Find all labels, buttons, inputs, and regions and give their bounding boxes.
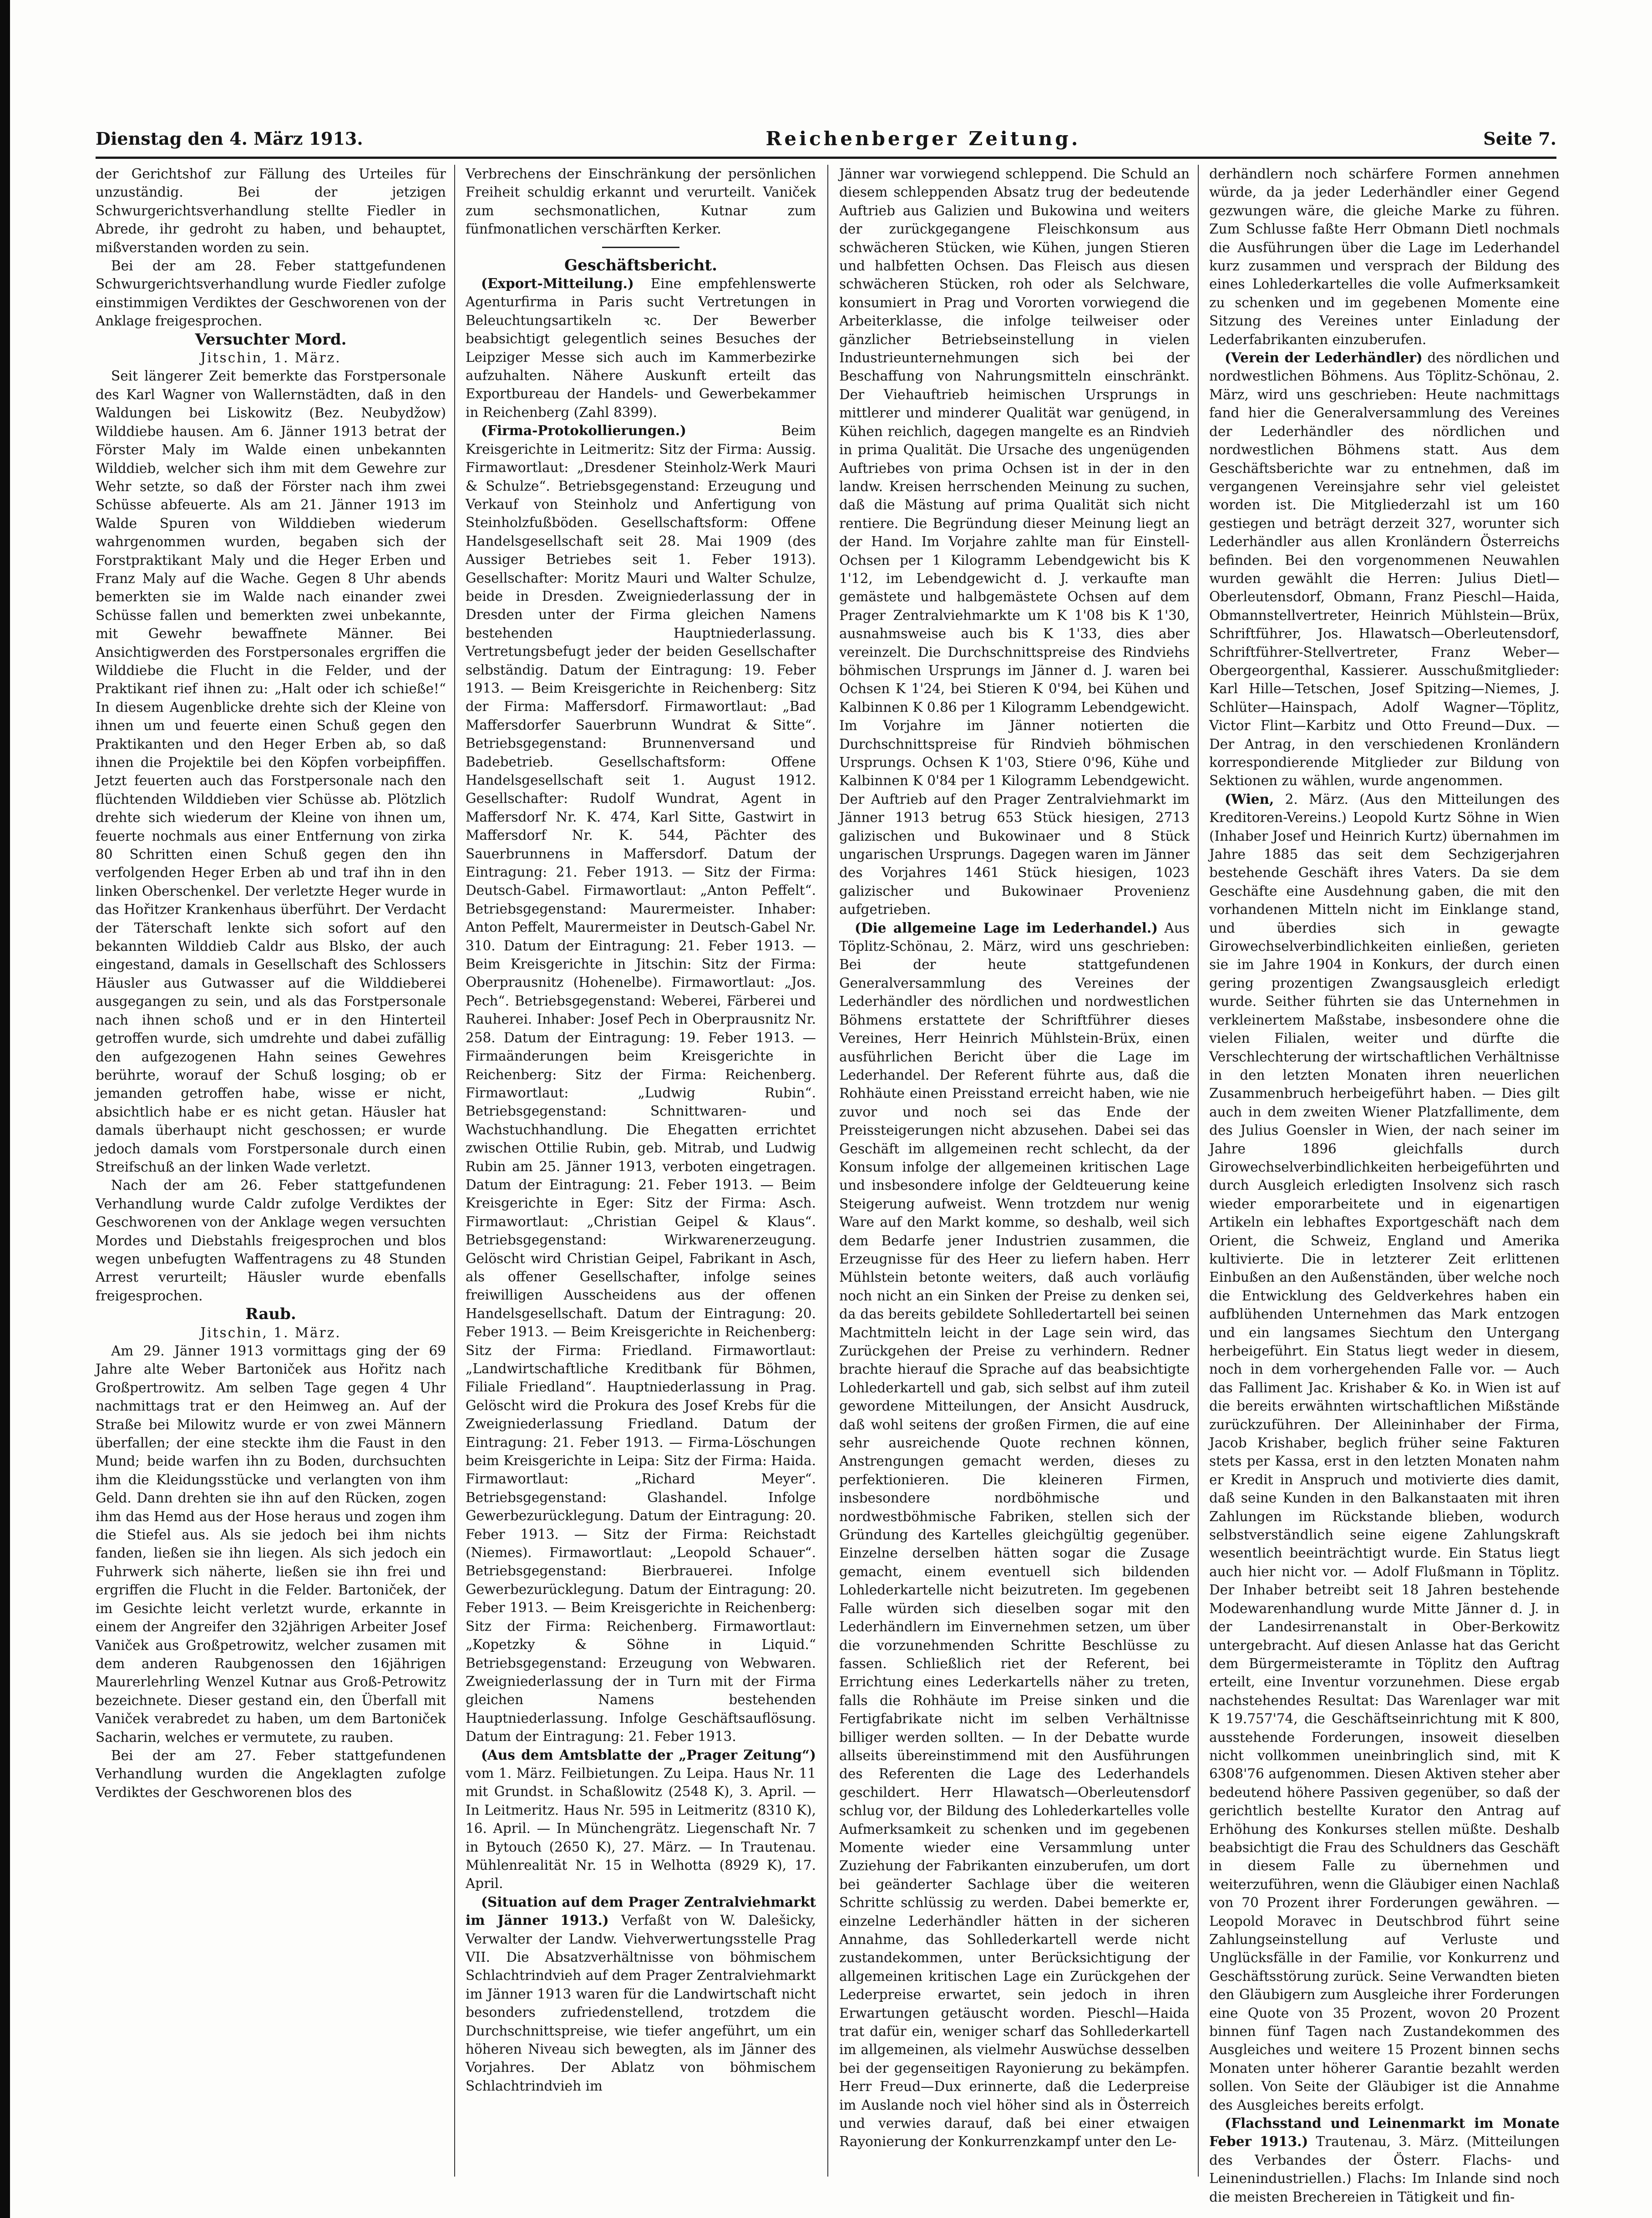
article-paragraph: Am 29. Jänner 1913 vormittags ging der 69 Jahre alte Weber Bartoniček aus Hořitz nach Großpertrowitz. Am selben Tage gegen 4 Uhr nachmittags trat er den Heimweg an. Auf der Straße bei Milowitz wurde er von zwei Männern überfallen; der eine steckte ihm die Faust in den Mund; beide warfen ihn zu Boden, durchsuchten ihm die Kleidungsstücke und verlangten von ihm Geld. Dann drehten sie ihn auf den Rücken, zogen ihm das Hemd aus der Hose heraus und zogen ihm die Stiefel aus. Als sie jedoch bei ihm nichts fanden, ließen sie ihn liegen. Als sich jedoch ein Fuhrwerk sich näherte, ließen sie ihn frei und ergriffen die Flucht in die Felder. Bartoniček, der im Gesichte leicht verletzt wurde, erkannte in einem der Angreifer den 32jährigen Arbeiter Josef Vaniček aus Großpetrowitz, welcher zusamen mit dem anderen Raubgenossen den 16jährigen Maurerlehrling Wenzel Kutnar aus Groß-Petrowitz bezeichnete. Dieser gestand ein, den Überfall mit Vaniček verabredet zu haben, um dem Bartoniček Sacharin, welches er vermutete, zu rauben. bbox=[96, 1343, 446, 1745]
column-4 bbox=[1209, 165, 1560, 2205]
article-paragraph: Bei der am 28. Feber stattgefundenen Schwurgerichtsverhandlung wurde Fiedler zufolge einstimmigen Verdiktes der Geschworenen von der Anklage freigesprochen. bbox=[96, 258, 446, 329]
notice-text: des nördlichen und nordwestlichen Böhmens. Aus Töplitz-Schönau, 2. März, wird uns geschrieben: Heute nachmittags fand hier die Generalversammlung des Vereines der Lederhändler des nördlichen und nordwestlichen Böhmens statt. Aus dem Geschäftsberichte war zu entnehmen, daß im vergangenen Vereinsjahre sehr viel geleistet worden ist. Die Mitgliederzahl ist um 160 gestiegen und beträgt derzeit 327, worunter sich Lederhändler aus allen Kronländern Österreichs befinden. Bei den vorgenommenen Neuwahlen wurden gewählt die Herren: Julius Dietl—Oberleutensdorf, Obmann, Franz Pieschl—Haida, Obmannstellvertreter, Heinrich Mühlstein—Brüx, Schriftführer, Jos. Hlawatsch—Oberleutensdorf, Schriftführer-Stellvertreter, Franz Weber—Obergeorgenthal, Kassierer. Ausschußmitglieder: Karl Hille—Tetschen, Josef Spitzing—Niemes, J. Schlüter—Hainspach, Adolf Wagner—Töplitz, Victor Flint—Karbitz und Otto Freund—Dux. — Der Antrag, in den verschiedenen Kronländern korrespondierende Mitglieder zur Bildung von Sektionen zu wählen, wurde angenommen. bbox=[1209, 350, 1560, 789]
notice-title: (Situation auf dem Prager Zentralviehmarkt im Jänner 1913.) bbox=[466, 1893, 816, 1929]
business-notice bbox=[1209, 2114, 1560, 2206]
column-divider bbox=[1198, 165, 1199, 2177]
business-notice bbox=[839, 919, 1190, 2151]
notice-title: (Flachsstand und Leinenmarkt im Monate Feber 1913.) bbox=[1209, 2115, 1560, 2150]
section-heading: Versuchter Mord. bbox=[195, 330, 347, 349]
column-divider bbox=[827, 165, 828, 2177]
notice-text: vom 1. März. Feilbietungen. Zu Leipa. Haus Nr. 11 mit Grundst. in Schaßlowitz (2548 K), 3. April. — In Leitmeritz. Haus Nr. 595 in Leitmeritz (8310 K), 16. April. — In Münchengrätz. Liegenschaft Nr. 7 in Bytouch (2650 K), 27. März. — In Trautenau. Mühlenrealität Nr. 15 in Welhotta (8929 K), 17. April. bbox=[466, 1765, 816, 1892]
article-paragraph: Bei der am 27. Feber stattgefundenen Verhandlung wurden die Angeklagten zufolge Verdiktes der Geschworenen blos des bbox=[96, 1747, 446, 1800]
dateline: Jitschin, 1. März. bbox=[200, 1325, 341, 1340]
dateline: Jitschin, 1. März. bbox=[200, 350, 341, 366]
article-paragraph: Jänner war vorwiegend schleppend. Die Schuld an diesem schleppenden Absatz trug der bedeutende Auftrieb aus Galizien und Bukowina und weiters der zurückgegangene Fleischkonsum aus schwächeren Stücken, wie Kühen, jungen Stieren und halbfetten Ochsen. Das Fleisch aus diesen schwächeren Stücken, roh oder als Selchware, konsumiert in Prag und Vororten vorwiegend die Arbeiterklasse, die infolge teilweiser oder gänzlicher Betriebseinstellung in vielen Industrieunternehmungen sich bei der Beschaffung von Nahrungsmitteln einschränkt. Der Viehauftrieb heimischen Ursprungs in mittlerer und minderer Qualität war genügend, in Kühen reichlich, dagegen mangelte es an Rindvieh in prima Qualität. Die Ursache des ungenügenden Auftriebes von prima Ochsen ist in der in den landw. Kreisen herrschenden Meinung zu suchen, daß die Mästung auf prima Qualität sich nicht rentiere. Die Begründung dieser Meinung liegt an der Hand. Im Vorjahre zahlte man für Einstell-Ochsen per 1 Kilogramm Lebendgewicht bis K 1'12, im Lebendgewicht d. J. verkaufte man gemästete und halbgemästete Ochsen auf dem Prager Zentralviehmarkte um K 1'08 bis K 1'30, ausnahmsweise auch bis K 1'33, dies aber vereinzelt. Die Durchschnittspreise des Rindviehs böhmischen Ursprungs im Jänner d. J. waren bei Ochsen K 1'24, bei Stieren K 0'94, bei Kühen und Kalbinnen K 0.86 per 1 Kilogramm Lebendgewicht. Im Vorjahre im Jänner notierten die Durchschnittspreise für Rindvieh böhmischen Ursprungs. Ochsen K 1'03, Stiere 0'96, Kühe und Kalbinnen K 0'84 per 1 Kilogramm Lebendgewicht. Der Auftrieb auf den Prager Zentralviehmarkt im Jänner 1913 betrug 653 Stück hiesigen, 2713 galizischen und Bukowinaer und 8 Stück ungarischen Ursprungs. Dagegen waren im Jänner des Vorjahres 1461 Stück hiesigen, 1023 galizischer und Bukowinaer Provenienz aufgetrieben. bbox=[839, 166, 1190, 918]
business-notice bbox=[466, 1893, 816, 2095]
column-3 bbox=[839, 165, 1190, 2177]
notice-text: 2. März. (Aus den Mitteilungen des Kreditoren-Vereins.) Leopold Kurtz Söhne in Wien (Inhaber Josef und Heinrich Kurtz) übernahmen im Jahre 1885 das seit dem Sechzigerjahren bestehende Geschäft ihres Vaters. Da sie dem Geschäfte eine Ausdehnung gaben, die mit den vorhandenen Mitteln nicht im Einklange stand, und überdies sich in gewagte Girowechselverbindlichkeiten einließen, gerieten sie im Jahre 1904 in Konkurs, der durch einen gering prozentigen Zwangsausgleich erledigt wurde. Seither führten sie das Unternehmen in verkleinertem Maßstabe, insbesondere ohne die vielen Filialen, weiter und dürfte die Verschlechterung der wirtschaftlichen Verhältnisse in den letzten Monaten ihren neuerlichen Zusammenbruch herbeigeführt haben. — Dies gilt auch in dem zweiten Wiener Platzfallimente, dem des Julius Goensler in Wien, der nach seiner im Jahre 1896 gleichfalls durch Girowechselverbindlichkeiten herbeigeführten und durch Ausgleich erledigten Insolvenz sich rasch wieder emporarbeitete und in eigenartigen Artikeln ein lebhaftes Exportgeschäft nach dem Orient, die Schweiz, England und Amerika kultivierte. Die in letzterer Zeit erlittenen Einbußen an den Außenständen, über welche noch die Entwicklung des Geldverkehres haben ein aufblühenden Unternehmen das Mark entzogen und ein langsames Siechtum den Untergang herbeigeführt. Ein Status liegt weder in diesem, noch in dem vorhergehenden Falle vor. — Auch das Falliment Jac. Krishaber & Ko. in Wien ist auf die bereits erwähnten wirtschaftlichen Mißstände zurückzuführen. Der Alleininhaber der Firma, Jacob Krishaber, beglich früher seine Fakturen stets per Kassa, erst in den letzten Monaten nahm er Kredit in Anspruch und motivierte dies damit, daß seine Kunden in den Balkanstaaten mit ihren Zahlungen im Rückstande blieben, wodurch selbstverständlich seine eigene Zahlungskraft wesentlich beeinträchtigt wurde. Ein Status liegt auch hier nicht vor. — Adolf Flußmann in Töplitz. Der Inhaber betreibt seit 18 Jahren bestehende Modewarenhandlung wurde Mitte Jänner d. J. in der Landesirrenanstalt in Ober-Berkowitz untergebracht. Auf diesen Anlasse hat das Gericht dem Bürgermeisteramte in Töplitz den Auftrag erteilt, eine Inventur vorzunehmen. Diese ergab nachstehendes Resultat: Das Warenlager war mit K 19.757'74, die Geschäftseinrichtung mit K 800, ausstehende Forderungen, insoweit dieselben nicht vollkommen uneinbringlich sind, mit K 6308'76 aufgenommen. Diesen Aktiven steher aber bedeutend höhere Passiven gegenüber, so daß der gerichtlich bestellte Kurator den Antrag auf Erhöhung des Konkurses stellen müßte. Deshalb beabsichtigt die Frau des Schuldners das Geschäft in diesem Falle zu übernehmen und weiterzuführen, wenn die Gläubiger einen Nachlaß von 70 Prozent ihrer Forderungen gewähren. — Leopold Moravec in Deutschbrod führt seine Zahlungseinstellung auf Verluste und Unglücksfälle in der Familie, vor Konkurrenz und Geschäftsstörung zurück. Seine Verwandten bieten den Gläubigern zum Ausgleiche ihrer Forderungen eine Quote von 35 Prozent, wovon 20 Prozent binnen fünf Tagen nach Zustandekommen des Ausgleiches und weitere 15 Prozent binnen sechs Monaten unter höherer Garantie bezahlt werden sollen. Von Seite der Gläubiger ist die Annahme des Ausgleiches bereits erfolgt. bbox=[1209, 791, 1560, 2113]
notice-title: (Verein der Lederhändler) bbox=[1225, 350, 1423, 366]
notice-title: (Die allgemeine Lage im Lederhandel.) bbox=[855, 919, 1158, 936]
header-rule bbox=[96, 157, 1556, 159]
business-notice bbox=[1209, 349, 1560, 790]
business-notice bbox=[466, 274, 816, 421]
article-paragraph: Seit längerer Zeit bemerkte das Forstpersonale des Karl Wagner von Wallernstädten, daß in den Waldungen bei Liskowitz (Bez. Neubydžow) Wilddiebe hausen. Am 6. Jänner 1913 betrat der Förster Maly im Walde einen unbekannten Wilddieb, welcher sich ihm mit dem Gewehre zur Wehr setzte, so daß der Förster nach ihm zwei Schüsse abfeuerte. Als am 21. Jänner 1913 im Walde Spuren von Wilddieben wiederum wahrgenommen wurden, begaben sich der Forstpraktikant Maly und die Heger Erben und Franz Maly auf die Wache. Gegen 8 Uhr abends bemerkten sie im Walde nach einander zwei Schüsse fallen und bemerkten zwei unbekannte, mit Gewehr bewaffnete Männer. Bei Ansichtigwerden des Forstpersonales ergriffen die Wilddiebe die Flucht in die Felder, und der Praktikant rief ihnen zu: „Halt oder ich schieße!“ In diesem Augenblicke drehte sich der Kleine von ihnen um und feuerte einen Schuß gegen den Praktikanten und den Heger Erben ab, so daß ihnen die Projektile bei den Köpfen vorbeipfiffen. Jetzt feuerten auch das Forstpersonale nach den flüchtenden Wilddieben vier Schüsse ab. Plötzlich drehte sich wiederum der Kleine von ihnen um, feuerte nochmals aus einer Entfernung von zirka 80 Schritten einen Schuß gegen den ihn verfolgenden Heger Erben ab und traf ihn in den linken Oberschenkel. Der verletzte Heger wurde in das Hořitzer Krankenhaus überführt. Der Verdacht der Täterschaft lenkte sich sofort auf den bekannten Wilddieb Caldr aus Blsko, der auch eingestand, damals in Gesellschaft des Schlossers Häusler aus Gutwasser auf die Wilddieberei ausgegangen zu sein, und als das Forstpersonale nach ihnen schoß und er in den Hinterteil getroffen wurde, sich umdrehte und dabei zufällig den aufgezogenen Hahn seines Gewehres berührte, worauf der Schuß losging; ob er jemanden getroffen habe, wisse er nicht, absichtlich habe er es nicht getan. Häusler hat damals überhaupt nicht geschossen; er wurde jedoch damals vom Forstpersonale durch einen Streifschuß an der linken Wade verletzt. bbox=[96, 368, 446, 1175]
notice-title: (Wien, bbox=[1225, 791, 1274, 807]
section-rule bbox=[602, 247, 679, 248]
notice-text: Eine empfehlenswerte Agenturfirma in Paris sucht Vertretungen in Beleuchtungsartikeln ꝛc. Der Bewerber beabsichtigt gelegentlich seines Besuches der Leipziger Messe sich auch im Kammerbezirke aufzuhalten. Nähere Auskunft erteilt das Exportbureau der Handels- und Gewerbekammer in Reichenberg (Zahl 8399). bbox=[466, 276, 816, 420]
notice-text: Verfaßt von W. Dalešicky, Verwalter der Landw. Viehverwertungsstelle Prag VII. Die Absatzverhältnisse von böhmischem Schlachtrindvieh auf dem Prager Zentralviehmarkt im Jänner 1913 waren für die Landwirtschaft nicht besonders zufriedenstellend, trotzdem die Durchschnittspreise, wie tiefer angeführt, um ein höheren Niveau sich bewegten, als im Jänner des Vorjahres. Der Ablatz von böhmischem Schlachtrindvieh im bbox=[466, 1913, 816, 2094]
article-paragraph: Verbrechens der Einschränkung der persönlichen Freiheit schuldig erkannt und verurteilt. Vaniček zum sechsmonatlichen, Kutnar zum fünfmonatlichen verschärften Kerker. bbox=[466, 166, 816, 237]
column-2 bbox=[466, 165, 816, 2177]
business-notice bbox=[466, 1746, 816, 1893]
header-date: Dienstag den 4. März 1913. bbox=[96, 128, 363, 149]
article-paragraph: derhändlern noch schärfere Formen annehmen würde, da ja jeder Lederhändler einer Gegend gezwungen wäre, die gleiche Marke zu führen. Zum Schlusse faßte Herr Obmann Dietl nochmals die Ausführungen über die Lage im Lederhandel kurz zusammen und versprach der Bildung des eines Lohlederkartelles die volle Aufmerksamkeit zu schenken und im gegebenen Momente eine Sitzung des Vereines unter Einladung der Lederfabrikanten einzuberufen. bbox=[1209, 166, 1560, 347]
scan-edge bbox=[0, 0, 10, 2218]
article-paragraph: Nach der am 26. Feber stattgefundenen Verhandlung wurde Caldr zufolge Verdiktes der Geschworenen von der Anklage wegen versuchten Mordes und Diebstahls freigesprochen und blos wegen unbefugten Waffentragens zu 48 Stunden Arrest verurteilt; Häusler wurde ebenfalls freigesprochen. bbox=[96, 1178, 446, 1304]
column-1 bbox=[96, 165, 446, 2177]
business-notice bbox=[1209, 790, 1560, 2114]
column-divider bbox=[454, 165, 455, 2177]
business-notice bbox=[466, 421, 816, 1746]
newspaper-title: Reichenberger Zeitung. bbox=[765, 127, 1081, 150]
article-paragraph: der Gerichtshof zur Fällung des Urteiles für unzuständig. Bei der jetzigen Schwurgerichtsverhandlung stellte Fiedler in Abrede, ihr gedroht zu haben, und behauptet, mißverstanden worden zu sein. bbox=[96, 166, 446, 255]
notice-title: (Firma-Protokollierungen.) bbox=[481, 422, 686, 439]
notice-title: (Aus dem Amtsblatte der „Prager Zeitung“) bbox=[481, 1746, 816, 1763]
notice-title: (Export-Mitteilung.) bbox=[481, 275, 634, 292]
section-heading: Raub. bbox=[245, 1305, 296, 1324]
page-number: Seite 7. bbox=[1483, 128, 1556, 149]
page-header bbox=[96, 124, 1556, 153]
notice-text: Beim Kreisgerichte in Leitmeritz: Sitz der Firma: Aussig. Firmawortlaut: „Dresdener Steinholz-Werk Mauri & Schulze“. Betriebsgegenstand: Erzeugung und Verkauf von Steinholz und Anfertigung von Steinholzfußböden. Gesellschaftsform: Offene Handelsgesellschaft seit 28. Mai 1909 (des Aussiger Betriebes seit 1. Feber 1913). Gesellschafter: Moritz Mauri und Walter Schulze, beide in Dresden. Zweigniederlassung der in Dresden unter der Firma gleichen Namens bestehenden Hauptniederlassung. Vertretungsbefugt jeder der beiden Gesellschafter selbständig. Datum der Eintragung: 19. Feber 1913. — Beim Kreisgerichte in Reichenberg: Sitz der Firma: Maffersdorf. Firmawortlaut: „Bad Maffersdorfer Sauerbrunn Wundrat & Sitte“. Betriebsgegenstand: Brunnenversand und Badebetrieb. Gesellschaftsform: Offene Handelsgesellschaft seit 1. August 1912. Gesellschafter: Rudolf Wundrat, Agent in Maffersdorf Nr. K. 474, Karl Sitte, Gastwirt in Maffersdorf Nr. K. 544, Pächter des Sauerbrunnens in Maffersdorf. Datum der Eintragung: 21. Feber 1913. — Sitz der Firma: Deutsch-Gabel. Firmawortlaut: „Anton Peffelt“. Betriebsgegenstand: Maurermeister. Inhaber: Anton Peffelt, Maurermeister in Deutsch-Gabel Nr. 310. Datum der Eintragung: 21. Feber 1913. — Beim Kreisgerichte in Jitschin: Sitz der Firma: Oberprausnitz (Hohenelbe). Firmawortlaut: „Jos. Pech“. Betriebsgegenstand: Weberei, Färberei und Rauherei. Inhaber: Josef Pech in Oberprausnitz Nr. 258. Datum der Eintragung: 19. Feber 1913. — Firmaänderungen beim Kreisgerichte in Reichenberg: Sitz der Firma: Reichenberg. Firmawortlaut: „Ludwig Rubin“. Betriebsgegenstand: Schnittwaren- und Wachstuchhandlung. Die Ehegatten errichtet zwischen Ottilie Rubin, geb. Mitrab, und Ludwig Rubin am 25. Jänner 1913, verboten eingetragen. Datum der Eintragung: 21. Feber 1913. — Beim Kreisgerichte in Eger: Sitz der Firma: Asch. Firmawortlaut: „Christian Geipel & Klaus“. Betriebsgegenstand: Wirkwarenerzeugung. Gelöscht wird Christian Geipel, Fabrikant in Asch, als offener Gesellschafter, infolge seines freiwilligen Ausscheidens aus der offenen Handelsgesellschaft. Datum der Eintragung: 20. Feber 1913. — Beim Kreisgerichte in Reichenberg: Sitz der Firma: Friedland. Firmawortlaut: „Landwirtschaftliche Kreditbank für Böhmen, Filiale Friedland“. Hauptniederlassung in Prag. Gelöscht wird die Prokura des Josef Krebs für die Zweigniederlassung Friedland. Datum der Eintragung: 21. Feber 1913. — Firma-Löschungen beim Kreisgerichte in Leipa: Sitz der Firma: Haida. Firmawortlaut: „Richard Meyer“. Betriebsgegenstand: Glashandel. Infolge Gewerbezurücklegung. Datum der Eintragung: 20. Feber 1913. — Sitz der Firma: Reichstadt (Niemes). Firmawortlaut: „Leopold Schauer“. Betriebsgegenstand: Bierbrauerei. Infolge Gewerbezurücklegung. Datum der Eintragung: 20. Feber 1913. — Beim Kreisgerichte in Reichenberg: Sitz der Firma: Reichenberg. Firmawortlaut: „Kopetzky & Söhne in Liquid.“ Betriebsgegenstand: Erzeugung von Webwaren. Zweigniederlassung der in Turn mit der Firma gleichen Namens bestehenden Hauptniederlassung. Infolge Geschäftsauflösung. Datum der Eintragung: 21. Feber 1913. bbox=[466, 423, 816, 1745]
notice-text: Trautenau, 3. März. (Mitteilungen des Verbandes der Österr. Flachs- und Leinenindustriellen.) Flachs: Im Inlande sind noch die meisten Brechereien in Tätigkeit und fin- bbox=[1209, 2134, 1560, 2205]
section-heading: Geschäftsbericht. bbox=[564, 256, 717, 274]
notice-text: Aus Töplitz-Schönau, 2. März, wird uns geschrieben: Bei der heute stattgefundenen Generalversammlung des Vereines der Lederhändler des nördlichen und nordwestlichen Böhmens erstattete der Schriftführer dieses Vereines, Herr Heinrich Mühlstein-Brüx, einen ausführlichen Bericht über die Lage im Lederhandel. Der Referent führte aus, daß die Rohhäute einen Preisstand erreicht haben, wie nie zuvor und noch sei das Ende der Preissteigerungen nicht abzusehen. Dabei sei das Geschäft im allgemeinen recht schlecht, da der Konsum infolge der allgemeinen kritischen Lage und insbesondere infolge der Geldteuerung keine Steigerung aufweist. Wenn trotzdem nur wenig Ware auf den Markt komme, so deshalb, weil sich dem Bedarfe jener Industrien zusammen, die Erzeugnisse für des Heer zu liefern haben. Herr Mühlstein betonte weiters, daß auch vorläufig noch nicht an ein Sinken der Preise zu denken sei, da das bereits gebildete Sohlledertartell bei seinen Machtmitteln leicht in der Lage sein wird, das Zurückgehen der Preise zu verhindern. Redner brachte hierauf die Sprache auf das beabsichtigte Lohlederkartell und gab, sich selbst auf ihm zuteil gewordene Mitteilungen, der Ansicht Ausdruck, daß wohl seitens der großen Firmen, die auf eine sehr ausreichende Quote rechnen können, Anstrengungen gemacht werden, dieses zu perfektionieren. Die kleineren Firmen, insbesondere nordböhmische und nordwestböhmische Fabriken, stellen sich der Gründung des Kartelles gleichgültig gegenüber. Einzelne derselben hätten sogar die Zusage gemacht, einem eventuell sich bildenden Lohlederkartelle nicht beizutreten. Im gegebenen Falle würden sich dieselben sogar mit den Lederhändlern im Einvernehmen setzen, um über die vorzunehmenden Schritte Beschlüsse zu fassen. Schließlich riet der Referent, bei Errichtung eines Lederkartells näher zu treten, falls die Rohhäute im Preise sinken und die Fertigfabrikate nicht im selben Verhältnisse billiger werden sollten. — In der Debatte wurde allseits übereinstimmend mit den Ausführungen des Referenten die Lage des Lederhandels geschildert. Herr Hlawatsch—Oberleutensdorf schlug vor, der Bildung des Lohlederkartelles volle Aufmerksamkeit zu schenken und im gegebenen Momente wieder eine Versammlung unter Zuziehung der Fabrikanten einzuberufen, um dort bei geänderter Sachlage über die weiteren Schritte schlüssig zu werden. Dabei bemerkte er, einzelne Lederhändler hätten in der sicheren Annahme, das Sohllederkartell werde nicht zustandekommen, unter Berücksichtigung der allgemeinen kritischen Lage ein Zurückgehen der Lederpreise erwartet, sein jedoch in ihren Erwartungen getäuscht worden. Pieschl—Haida trat dafür ein, weniger scharf das Sohllederkartell im allgemeinen, als vielmehr Auswüchse desselben bei der gegenseitigen Rayonierung zu bekämpfen. Herr Freud—Dux erinnerte, daß die Lederpreise im Auslande noch viel höher sind als in Österreich und verwies darauf, daß bei einer etwaigen Rayonierung der Konkurrenzkampf unter den Le- bbox=[839, 920, 1190, 2150]
